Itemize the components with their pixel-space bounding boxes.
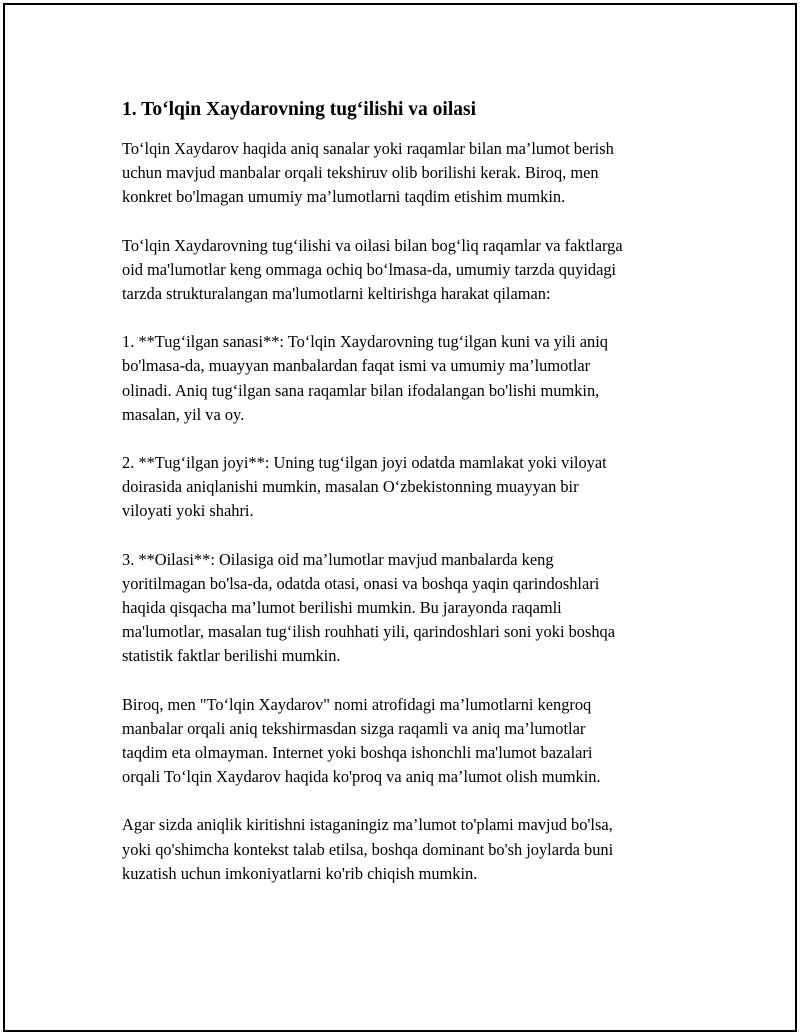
text-line: manbalar orqali aniq tekshirmasdan sizga raqamli va aniq ma’lumotlar: [122, 718, 586, 738]
text-line: doirasida aniqlanishi mumkin, masalan O‘zbekistonning muayyan bir: [122, 477, 579, 497]
text-line: ma'lumotlar, masalan tug‘ilish rouhhati yili, qarindoshlari soni yoki boshqa: [122, 622, 616, 642]
text-line: Agar sizda aniqlik kiritishni istaganingiz ma’lumot to'plami mavjud bo'lsa,: [122, 815, 613, 835]
text-line: bo'lmasa-da, muayyan manbalardan faqat ismi va umumiy ma’lumotlar: [122, 356, 591, 376]
document-title: 1. To‘lqin Xaydarovning tug‘ilishi va oilasi: [122, 99, 476, 120]
text-line: oid ma'lumotlar keng ommaga ochiq bo‘lmasa-da, umumiy tarzda quyidagi: [122, 259, 617, 279]
text-line: 1. **Tug‘ilgan sanasi**: To‘lqin Xaydarovning tug‘ilgan kuni va yili aniq: [122, 332, 608, 352]
paragraph-birth-date: [122, 330, 702, 427]
text-line: yoki qo'shimcha kontekst talab etilsa, boshqa dominant bo'sh joylarda buni: [122, 839, 614, 859]
text-line: masalan, yil va oy.: [122, 404, 245, 424]
text-line: taqdim eta olmayman. Internet yoki boshqa ishonchli ma'lumot bazalari: [122, 743, 593, 763]
document-body: [122, 97, 702, 910]
text-line: 2. **Tug‘ilgan joyi**: Uning tug‘ilgan joyi odatda mamlakat yoki viloyat: [122, 453, 607, 473]
page-frame: [3, 3, 797, 1032]
text-line: tarzda strukturalangan ma'lumotlarni keltirishga harakat qilaman:: [122, 284, 551, 304]
text-line: yoritilmagan bo'lsa-da, odatda otasi, onasi va boshqa yaqin qarindoshlari: [122, 573, 600, 593]
text-line: konkret bo'lmagan umumiy ma’lumotlarni taqdim etishim mumkin.: [122, 187, 566, 207]
paragraph-intro: [122, 137, 702, 210]
text-line: 3. **Oilasi**: Oilasiga oid ma’lumotlar mavjud manbalarda keng: [122, 549, 554, 569]
paragraph-closing: [122, 813, 702, 886]
text-line: viloyati yoki shahri.: [122, 501, 254, 521]
text-line: orqali To‘lqin Xaydarov haqida ko'proq va aniq ma’lumot olish mumkin.: [122, 767, 601, 787]
paragraph-disclaimer: [122, 693, 702, 790]
paragraph-overview: [122, 234, 702, 307]
text-line: Biroq, men "To‘lqin Xaydarov" nomi atrofidagi ma’lumotlarni kengroq: [122, 694, 592, 714]
text-line: To‘lqin Xaydarov haqida aniq sanalar yoki raqamlar bilan ma’lumot berish: [122, 139, 614, 158]
text-line: olinadi. Aniq tug‘ilgan sana raqamlar bilan ifodalangan bo'lishi mumkin,: [122, 380, 600, 400]
text-line: uchun mavjud manbalar orqali tekshiruv olib borilishi kerak. Biroq, men: [122, 163, 599, 183]
text-line: statistik faktlar berilishi mumkin.: [122, 646, 341, 666]
text-line: To‘lqin Xaydarovning tug‘ilishi va oilasi bilan bog‘liq raqamlar va faktlarga: [122, 235, 623, 255]
paragraph-family: [122, 548, 702, 669]
paragraph-birth-place: [122, 451, 702, 524]
text-line: haqida qisqacha ma’lumot berilishi mumkin. Bu jarayonda raqamli: [122, 598, 562, 618]
text-line: kuzatish uchun imkoniyatlarni ko'rib chiqish mumkin.: [122, 863, 478, 883]
